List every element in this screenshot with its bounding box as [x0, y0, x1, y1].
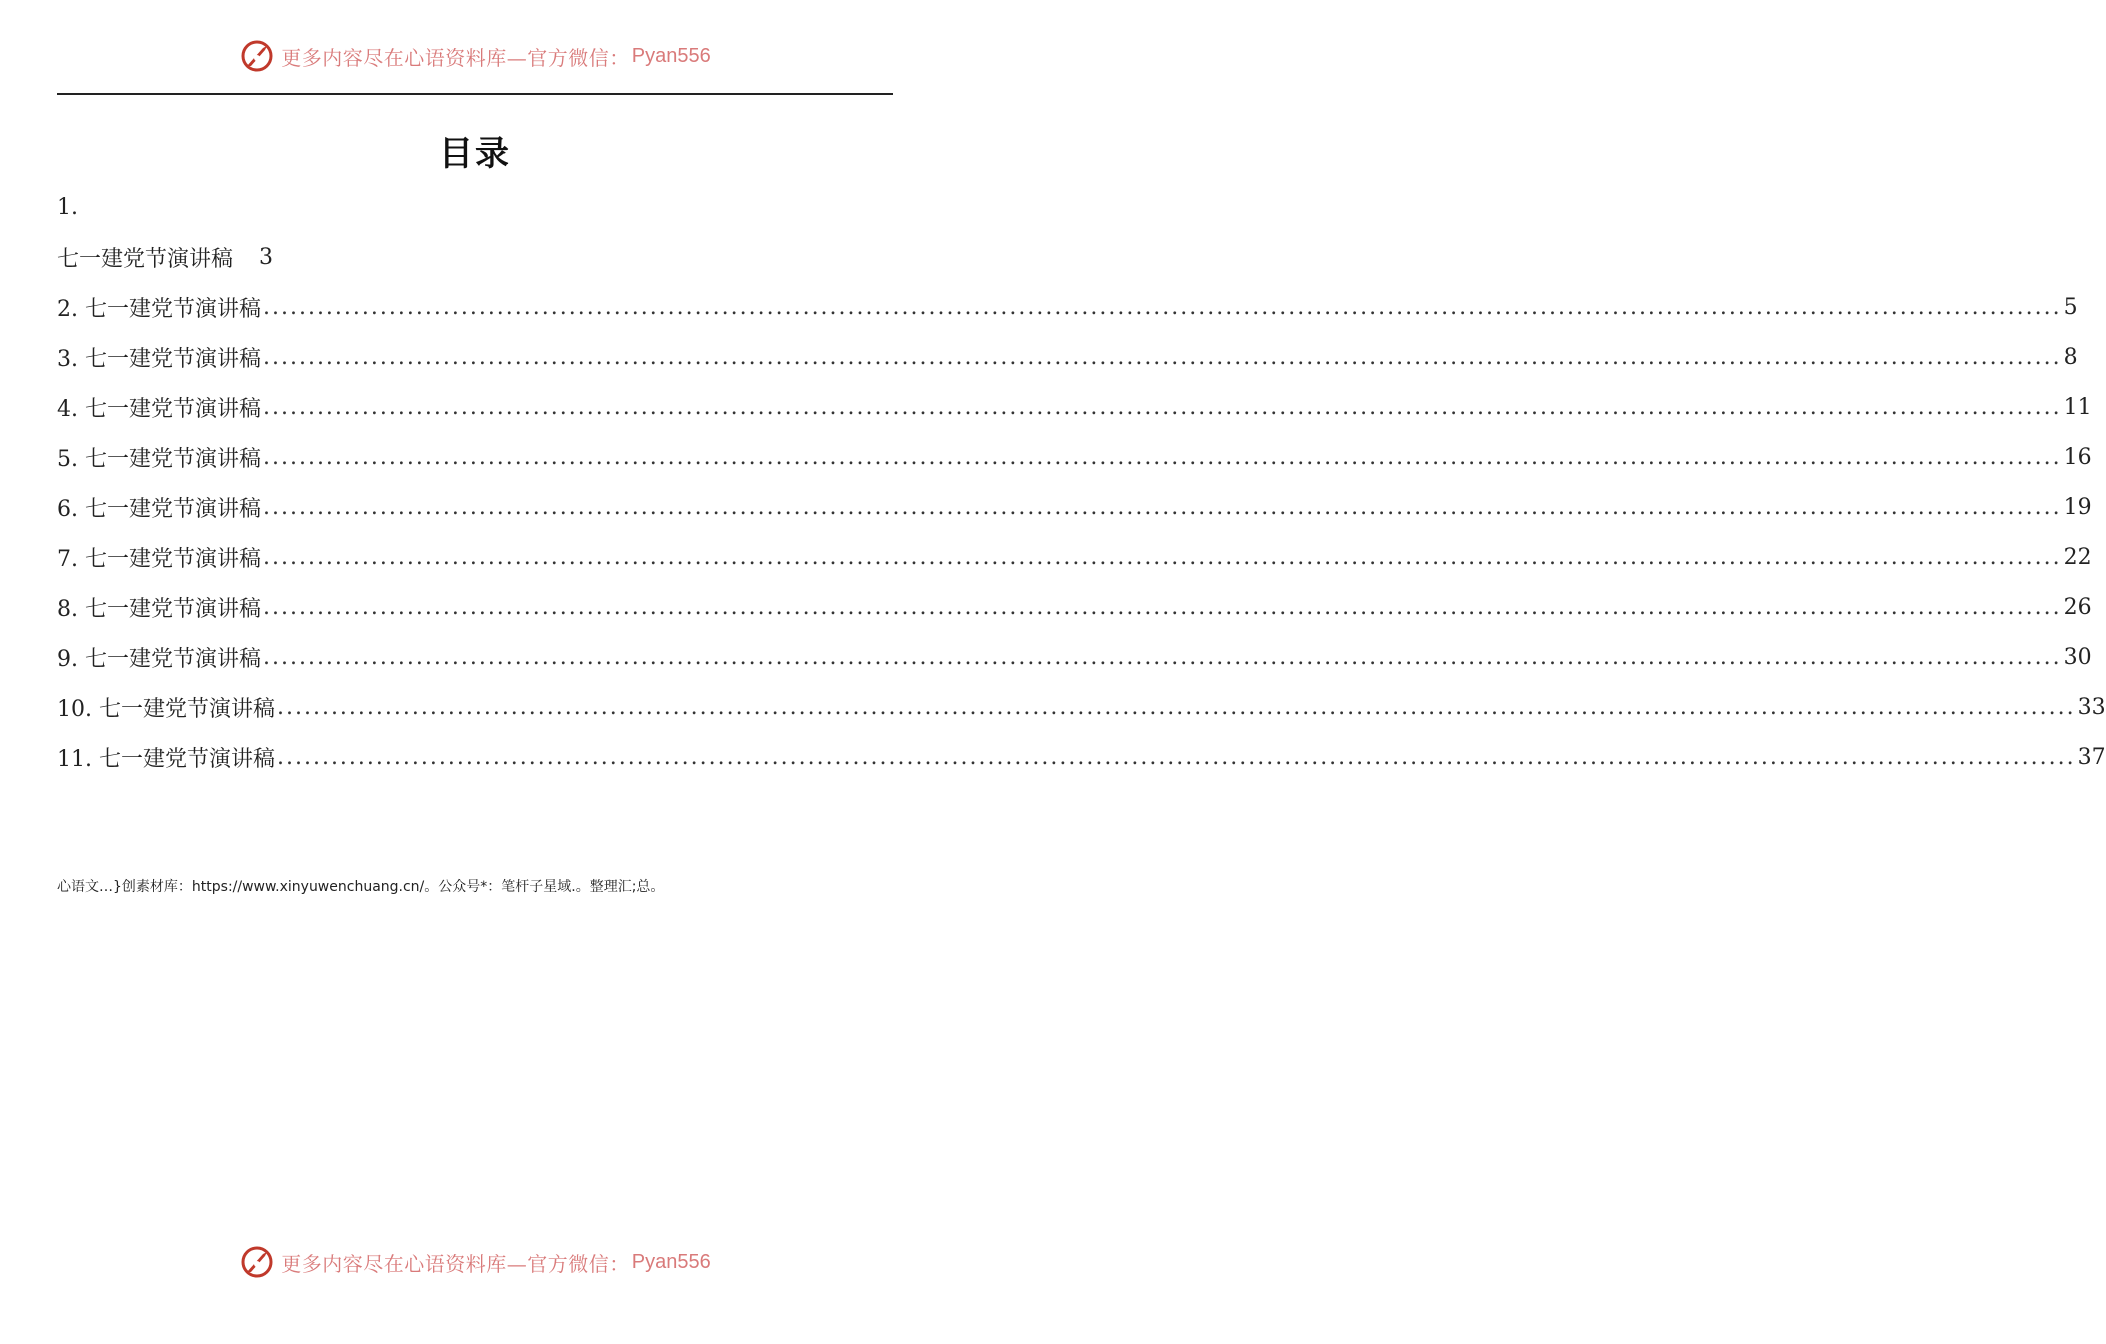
- toc-item-label: 2. 七一建党节演讲稿: [57, 296, 261, 322]
- toc-item-page: 22: [2063, 544, 2092, 570]
- toc-item-6[interactable]: [57, 482, 2092, 532]
- footer-banner-wechat: Pyan556: [631, 1250, 711, 1273]
- toc-item-page: 19: [2063, 494, 2092, 520]
- footer-banner: [0, 1244, 950, 1280]
- toc-item-label: 4. 七一建党节演讲稿: [57, 396, 261, 422]
- toc-item-label: 10. 七一建党节演讲稿: [57, 696, 275, 722]
- source-note: 心语文…}创素材库：https://www.xinyuwenchuang.cn/。公众号*：笔杆子星域.。整理汇;总。: [57, 879, 665, 895]
- toc-item-9[interactable]: [57, 632, 2092, 682]
- toc-item-2[interactable]: [57, 282, 2078, 332]
- header-rule: [57, 93, 893, 95]
- toc-leader-dots: ........................................................................................................................................................................................................: [276, 744, 2076, 770]
- page-title: 目录: [439, 134, 511, 174]
- toc-item-page: 26: [2063, 594, 2092, 620]
- header-banner: [0, 38, 950, 74]
- toc-item-5[interactable]: [57, 432, 2092, 482]
- toc-leader-dots: ........................................................................................................................................................................................................: [262, 644, 2062, 670]
- toc-item-page: 5: [2063, 294, 2078, 320]
- toc-item-label: 11. 七一建党节演讲稿: [57, 746, 275, 772]
- toc-item-label: 9. 七一建党节演讲稿: [57, 646, 261, 672]
- toc-leader-dots: ........................................................................................................................................................................................................: [262, 294, 2062, 320]
- toc-item-page: 37: [2077, 744, 2106, 770]
- toc-item-page: 16: [2063, 444, 2092, 470]
- toc-leader-dots: ........................................................................................................................................................................................................: [262, 344, 2062, 370]
- toc-item-page: 8: [2063, 344, 2078, 370]
- toc-item-label: 5. 七一建党节演讲稿: [57, 446, 261, 472]
- toc-item-page: 3: [259, 244, 274, 270]
- toc-item-page: 30: [2063, 644, 2092, 670]
- quill-logo-icon: [239, 38, 275, 74]
- toc-item-7[interactable]: [57, 532, 2092, 582]
- toc-leader-dots: ........................................................................................................................................................................................................: [262, 394, 2062, 420]
- toc-item-page: 33: [2077, 694, 2106, 720]
- toc-item-label: 6. 七一建党节演讲稿: [57, 496, 261, 522]
- toc-item-10[interactable]: [57, 682, 2106, 732]
- toc-leader-dots: ........................................................................................................................................................................................................: [262, 494, 2062, 520]
- footer-banner-text: 更多内容尽在心语资料库—官方微信：: [281, 1251, 630, 1276]
- toc-item-label: 3. 七一建党节演讲稿: [57, 346, 261, 372]
- toc-item-1-number: 1.: [57, 194, 78, 220]
- toc-item-1[interactable]: [57, 232, 893, 282]
- toc-leader-dots: ........................................................................................................................................................................................................: [262, 544, 2062, 570]
- toc-leader-dots: ........................................................................................................................................................................................................: [276, 694, 2076, 720]
- quill-logo-icon: [239, 1244, 275, 1280]
- toc-item-4[interactable]: [57, 382, 2092, 432]
- toc-leader-dots: ........................................................................................................................................................................................................: [262, 594, 2062, 620]
- toc-leader-dots: ........................................................................................................................................................................................................: [262, 444, 2062, 470]
- toc-item-3[interactable]: [57, 332, 2078, 382]
- table-of-contents: [57, 182, 2106, 782]
- toc-item-8[interactable]: [57, 582, 2092, 632]
- toc-item-label: 七一建党节演讲稿: [57, 246, 234, 272]
- toc-item-label: 7. 七一建党节演讲稿: [57, 546, 261, 572]
- header-banner-wechat: Pyan556: [631, 44, 711, 67]
- header-banner-text: 更多内容尽在心语资料库—官方微信：: [281, 45, 630, 70]
- toc-item-page: 11: [2063, 394, 2092, 420]
- toc-item-label: 8. 七一建党节演讲稿: [57, 596, 261, 622]
- toc-item-11[interactable]: [57, 732, 2106, 782]
